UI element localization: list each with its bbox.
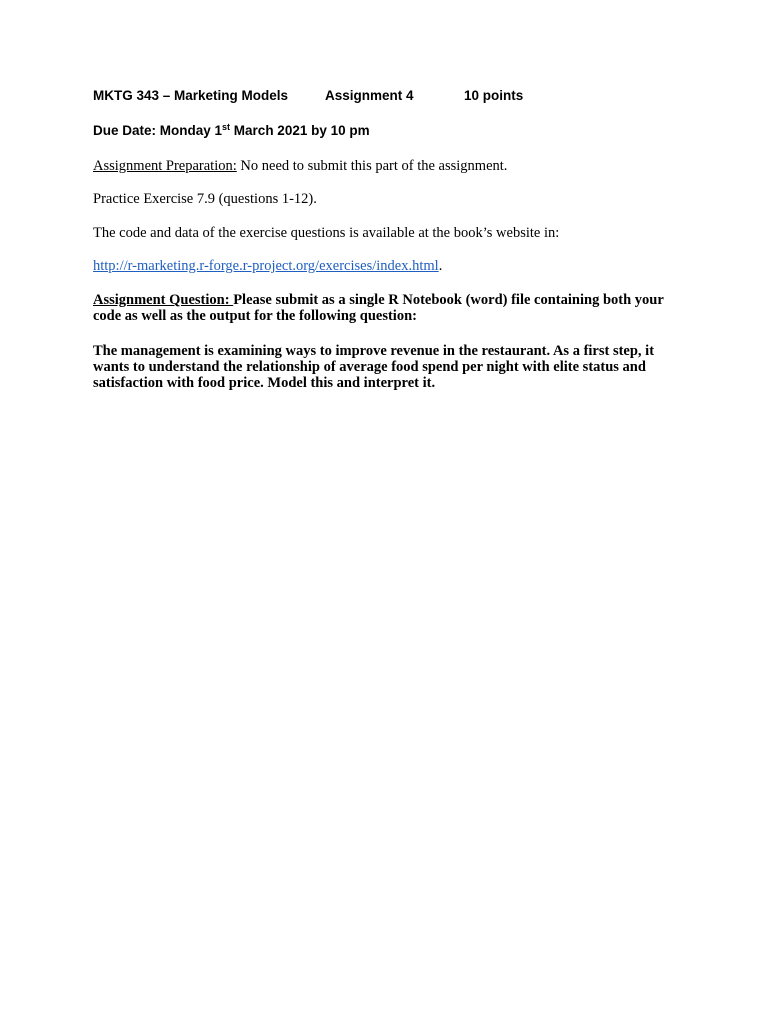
management-paragraph: The management is examining ways to improve revenue in the restaurant. As a first step, it wants to understand the relationship of average food spend per night with elite status and satisfaction with food price. Model this and interpret it. xyxy=(93,343,655,391)
assignment-question xyxy=(93,292,683,324)
due-date-suffix: March 2021 by 10 pm xyxy=(230,123,370,138)
due-date-ordinal: st xyxy=(222,122,231,132)
due-date-prefix: Due Date: Monday 1 xyxy=(93,123,223,138)
due-date xyxy=(93,123,370,138)
question-text: Please submit as a single R Notebook (word) file containing both your code as well as the output for the following question: xyxy=(93,292,664,324)
assignment-preparation xyxy=(93,158,507,175)
website-link-line xyxy=(93,258,442,275)
link-trailing-period: . xyxy=(438,258,443,274)
exercises-link[interactable]: http://r-marketing.r-forge.r-project.org/exercises/index.html xyxy=(93,258,439,274)
question-label: Assignment Question: xyxy=(93,292,234,308)
code-availability-note: The code and data of the exercise questions is available at the book’s website in: xyxy=(93,225,560,241)
points-value: 10 points xyxy=(464,88,524,103)
practice-exercise: Practice Exercise 7.9 (questions 1-12). xyxy=(93,191,317,207)
assignment-header xyxy=(93,88,523,103)
preparation-label: Assignment Preparation: xyxy=(93,158,237,174)
assignment-number: Assignment 4 xyxy=(325,88,414,103)
preparation-text: No need to submit this part of the assignment. xyxy=(236,158,508,174)
course-title: MKTG 343 – Marketing Models xyxy=(93,88,289,103)
